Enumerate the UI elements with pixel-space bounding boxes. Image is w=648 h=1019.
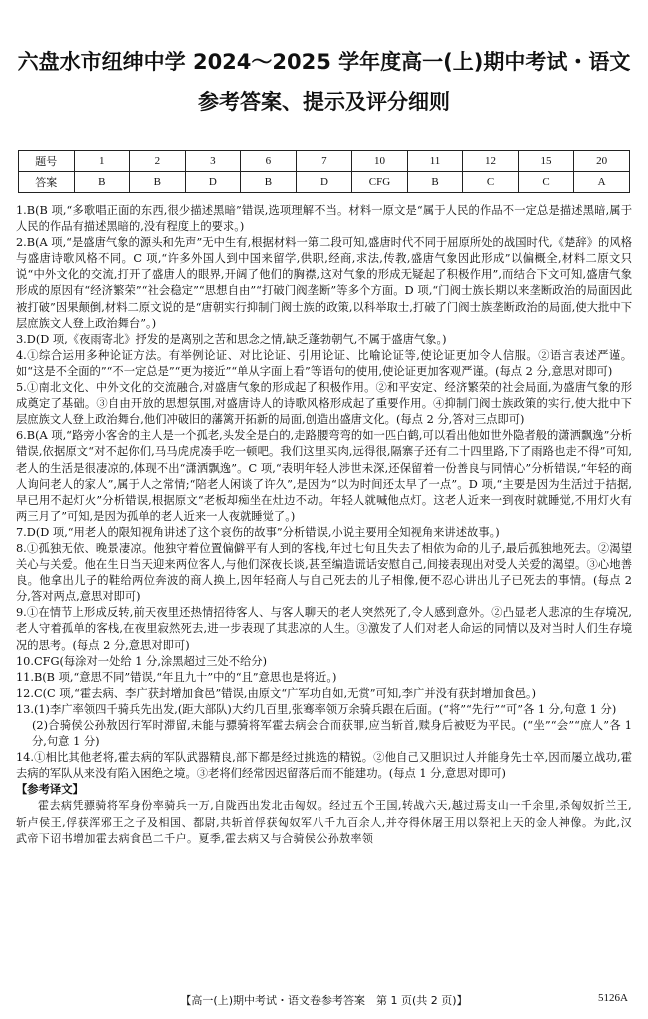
answer-item-8: 8.①孤独无依、晚景凄凉。他独守着位置偏僻平有人到的客栈,年过七旬且失去了相依为命的儿子,最后孤独地死去。②渴望关心与关爱。他在生日当天迎来两位客人,与他们深夜长谈,甚至编造谎话安慰自己,间接表现出对受人关爱的渴望。③心地善良。他拿出儿子的鞋给两位奔波的商人换上,因年轻商人与自己死去的儿子相像,便不忍心讲出儿子已死去的事情。(每点 2 分,答对两点,意思对即可) [16,541,632,604]
answer-item-7: 7.D(D 项,“用老人的限知视角讲述了这个哀伤的故事”分析错误,小说主要用全知视角来讲述故事。) [16,525,500,539]
row-label-answers: 答案 [19,172,75,193]
answer-item-6: 6.B(A 项,“路旁小客舍的主人是一个孤老,头发全是白的,走路腰弯弯的如一匹白鹤,可以看出他如世外隐者般的潇洒飘逸”分析错误,依据原文“对不起你们,马马虎虎凑手吃一顿吧。我们这里买肉,远得很,隔寨子还有二十四里路,下了雨路也走不得”可知,老人的生活是很凄凉的,体现不出“潇洒飘逸”。C 项,“表明年轻人涉世未深,还保留着一份善良与同情心”分析错误,“年轻的商人询问老人的家人”,属于人之常情;“陪老人闲谈了许久”,是因为“以为时间还太早了一点”。D 项,“主要是因为生活过于拮据,早已用不起灯火”分析错误,根据原文“老板却痴坐在灶边不动。年轻人就喊他点灯。这老人近来一到夜时就睡觉,不用灯火有两三月了”可知,是因为孤单的老人近来一人夜就睡觉了。) [16,429,632,523]
question-number: 6 [241,151,297,172]
exam-title: 六盘水市纽绅中学 2024～2025 学年度高一(上)期中考试・语文 [17,50,631,74]
footer-code: 5126A [598,992,628,1004]
answer-cell: B [407,172,463,193]
question-number: 20 [574,151,630,172]
reference-translation-text: 霍去病凭骠骑将军身份率骑兵一万,自陇西出发北击匈奴。经过五个王国,转战六天,越过焉支山一千余里,杀匈奴折兰王,斩卢侯王,俘获浑邪王之子及相国、都尉,共斩首俘获匈奴军八千九百余人,并夺得休屠王用以祭祀上天的金人神像。为此,汉武帝下诏书增加霍去病食邑二千户。夏季,霍去病又与合骑侯公孙敖率领 [16,799,632,846]
question-number: 10 [352,151,408,172]
question-number: 12 [463,151,519,172]
answer-cell: B [74,172,130,193]
row-label-numbers: 题号 [19,151,75,172]
answer-item-13-2: (2)合骑侯公孙敖因行军时滞留,未能与骠骑将军霍去病会合而获罪,应当斩首,赎身后被贬为平民。(“坐”“会”“庶人”各 1 分,句意 1 分) [32,719,632,749]
answer-item-10: 10.CFG(每涂对一处给 1 分,涂黑超过三处不给分) [16,654,267,668]
reference-translation-heading: 【参考译文】 [16,783,84,797]
answer-item-14: 14.①相比其他老将,霍去病的军队武器精良,部下都是经过挑选的精锐。②他自己又胆识过人并能身先士卒,因而屡立战功,霍去病的军队从来没有陷入困绝之境。③老将们经常因迟留落后而不能建功。(每点 1 分,意思对即可) [16,751,632,781]
answer-cell: D [296,172,352,193]
answer-cell: B [130,172,186,193]
answer-item-12: 12.C(C 项,“霍去病、李广获封增加食邑”错误,由原文“广军功自如,无赏”可知,李广并没有获封增加食邑。) [16,686,537,700]
answer-item-2: 2.B(A 项,“是盛唐气象的源头和先声”无中生有,根据材料一第二段可知,盛唐时代不同于屈原所处的战国时代,《楚辞》的风格与盛唐诗歌风格不同。C 项,“许多外国人到中国来留学,供职,经商,求法,传教,盛唐气象因此形成”以偏概全,材料二原文只说“中外文化的交流,打开了盛唐人的眼界,开阔了他们的胸襟,这对气象的形成无疑起了积极作用”,而结合下文可知,盛唐气象形成的原因有“经济繁荣”“社会稳定”“思想自由”“打破门阀垄断”等多个方面。D 项,“门阀士族长期以来垄断政治的局面因此被打破”因果颠倒,材料二原文说的是“唐朝实行抑制门阀士族的政策,以科举取士,打破了门阀士族垄断政治的局面,使大批中下层庶族文人登上政治舞台”。) [16,236,632,330]
footer-page-info: 【高一(上)期中考试・语文卷参考答案 第 1 页(共 2 页)】 [180,994,468,1007]
question-number: 3 [185,151,241,172]
answer-cell: C [463,172,519,193]
answer-item-1: 1.B(B 项,“多歌唱正面的东西,很少描述黑暗”错误,选项理解不当。材料一原文是“属于人民的作品不一定总是描述黑暗,属于人民的作品有描述黑暗的,没有程度上的要求。) [16,204,632,234]
answer-item-4: 4.①综合运用多种论证方法。有举例论证、对比论证、引用论证、比喻论证等,使论证更加令人信服。②语言表述严谨。如“这是不全面的”“不一定总是”“更为接近”“单从字面上看”等语句的使用,使论证更加客观严谨。(每点 2 分,意思对即可) [16,348,632,378]
answer-item-13-1: 13.(1)李广率领四千骑兵先出发,(距大部队)大约几百里,张骞率领万余骑兵跟在后面。(“将”“先行”“可”各 1 分,句意 1 分) [16,702,617,716]
answer-cell: CFG [352,172,408,193]
answer-explanations [16,203,632,848]
question-number: 7 [296,151,352,172]
page-footer [0,990,648,1010]
answer-table [18,150,630,193]
answer-item-3: 3.D(D 项,《夜雨寄北》抒发的是离别之苦和思念之情,缺乏蓬勃朝气,不属于盛唐气象。) [16,332,447,346]
exam-subtitle: 参考答案、提示及评分细则 [198,90,450,114]
answer-table-row-answers [19,172,630,193]
question-number: 1 [74,151,130,172]
answer-cell: A [574,172,630,193]
question-number: 2 [130,151,186,172]
answer-table-row-numbers [19,151,630,172]
answer-cell: C [518,172,574,193]
question-number: 11 [407,151,463,172]
question-number: 15 [518,151,574,172]
answer-item-9: 9.①在情节上形成反转,前天夜里还热情招待客人、与客人聊天的老人突然死了,令人感到意外。②凸显老人悲凉的生存境况,老人守着孤单的客栈,在夜里寂然死去,进一步表现了其悲凉的人生。③激发了人们对老人命运的同情以及对当时人们生存境况的思考。(每点 2 分,意思对即可) [16,606,632,652]
answer-item-11: 11.B(B 项,“意思不同”错误,“年且九十”中的“且”意思也是将近。) [16,670,337,684]
answer-cell: D [185,172,241,193]
answer-item-5: 5.①南北文化、中外文化的交流融合,对盛唐气象的形成起了积极作用。②和平安定、经济繁荣的社会局面,为盛唐气象的形成奠定了基础。③自由开放的思想氛围,对盛唐诗人的诗歌风格形成起了重要作用。④抑制门阀士族政策的实行,使大批中下层庶族文人登上政治舞台,他们冲破旧的藩篱开拓新的局面,创造出盛唐文化。(每点 2 分,答对三点即可) [16,381,632,427]
answer-cell: B [241,172,297,193]
